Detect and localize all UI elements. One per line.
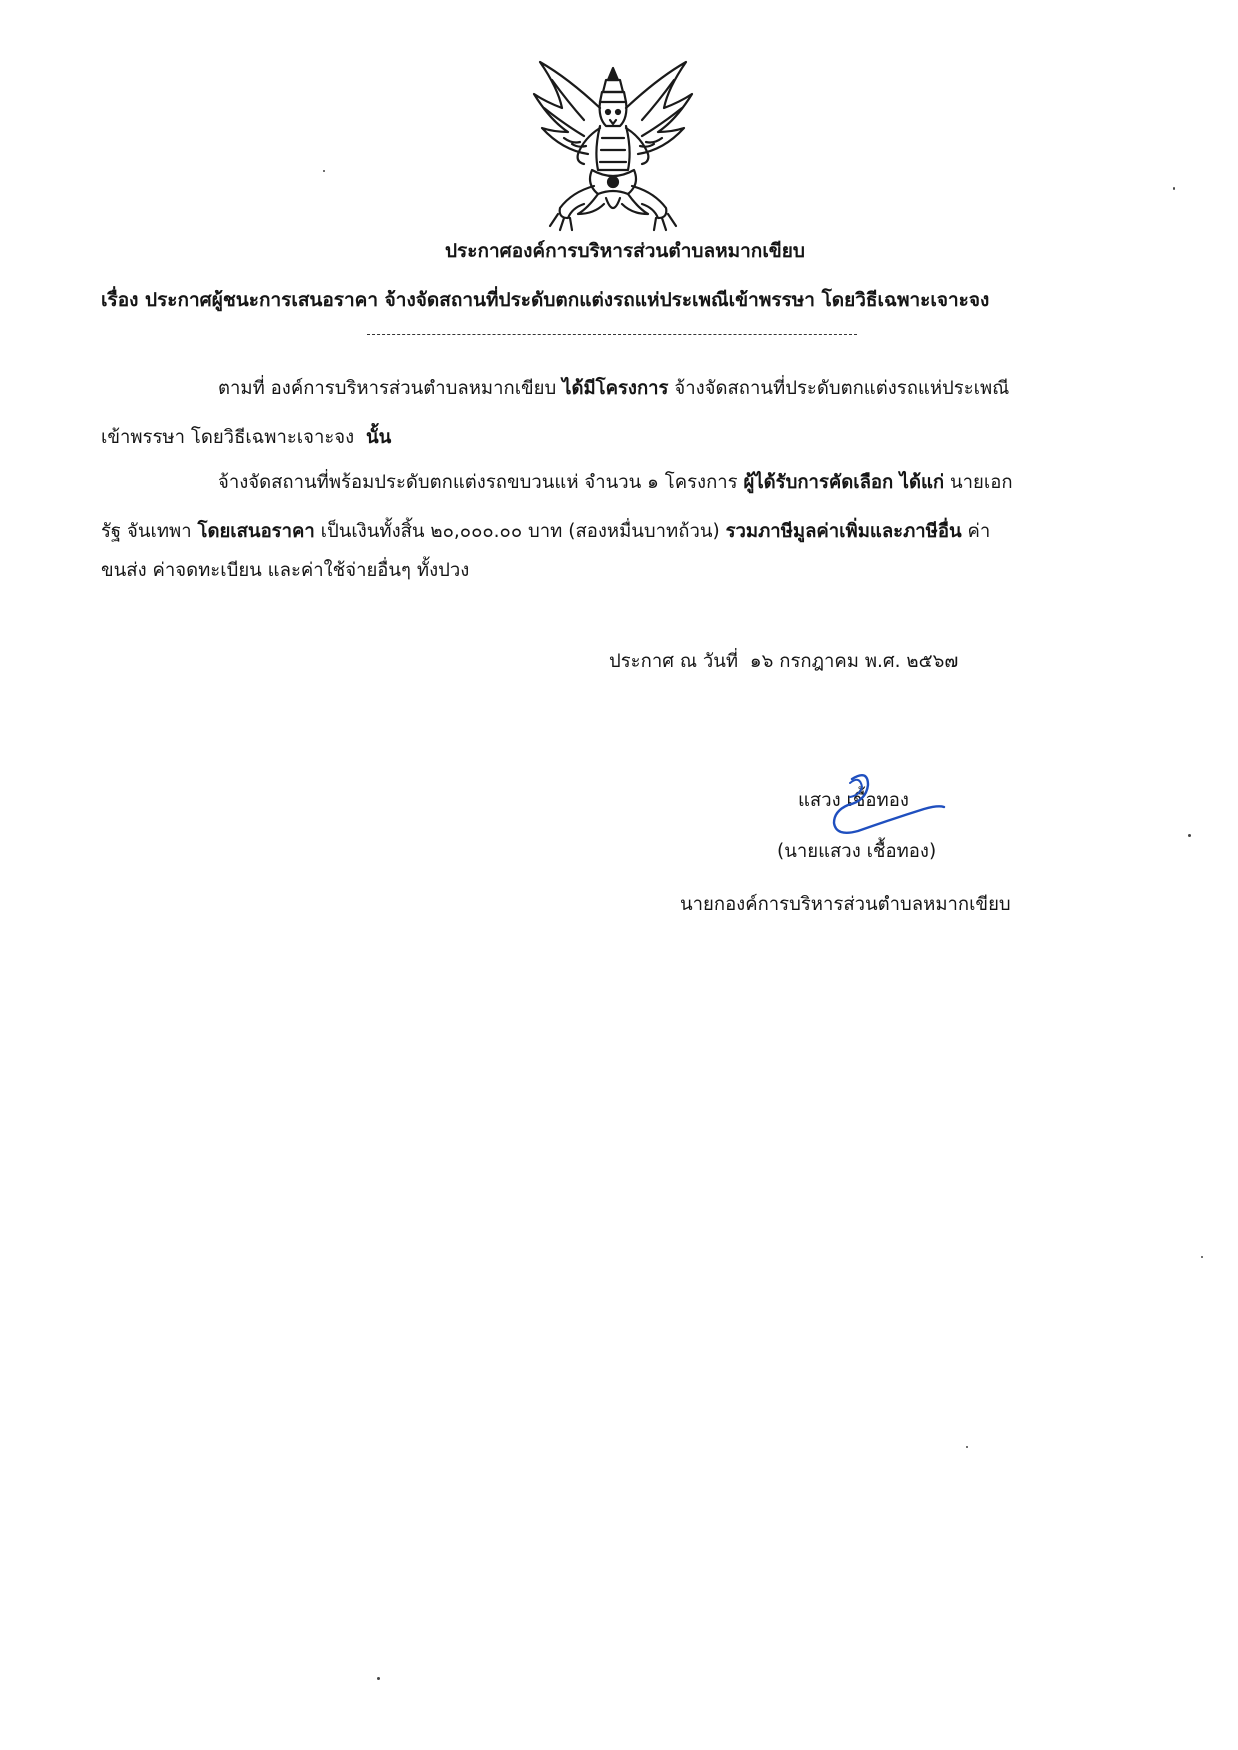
tax-note: รวมภาษีมูลค่าเพิ่มและภาษีอื่น — [725, 521, 962, 542]
handwritten-signature-icon — [812, 771, 962, 841]
winner-name: รัฐ จันเทพา — [101, 521, 192, 542]
paragraph-1-line-2-bold: นั้น — [365, 427, 392, 448]
paragraph-1-line-2 — [101, 425, 391, 451]
paragraph-1-line-1 — [218, 376, 1009, 402]
heading-divider — [367, 334, 857, 335]
paragraph-2-bold: ผู้ได้รับการคัดเลือก ได้แก่ — [743, 472, 945, 493]
signatory-full-name: (นายแสวง เชื้อทอง) — [777, 841, 937, 862]
bid-amount: เป็นเงินทั้งสิ้น ๒๐,๐๐๐.๐๐ บาท (สองหมื่นบาทถ้วน) — [320, 521, 720, 542]
paragraph-2-line-3-text: ขนส่ง ค่าจดทะเบียน และค่าใช้จ่ายอื่นๆ ทั้งปวง — [101, 560, 470, 581]
subject-prefix: เรื่อง — [101, 289, 139, 311]
paragraph-2-lead: จ้างจัดสถานที่พร้อมประดับตกแต่งรถขบวนแห่ จำนวน ๑ โครงการ — [218, 472, 738, 493]
paragraph-1-tail: จ้างจัดสถานที่ประดับตกแต่งรถแห่ประเพณี — [674, 378, 1010, 399]
paragraph-2-line-3 — [101, 558, 469, 584]
signatory-position: นายกองค์การบริหารส่วนตำบลหมากเขียบ — [680, 894, 1011, 915]
paragraph-1-line-2-text: เข้าพรรษา โดยวิธีเฉพาะเจาะจง — [101, 427, 355, 448]
paragraph-2-tail: นายเอก — [950, 472, 1013, 493]
paragraph-1-lead: ตามที่ องค์การบริหารส่วนตำบลหมากเขียบ — [218, 378, 557, 399]
scan-speck — [1201, 1256, 1203, 1258]
announcement-date-line — [609, 649, 958, 675]
paragraph-1-bold: ได้มีโครงการ — [562, 378, 669, 399]
signatory-name: แสวง เชื้อทอง — [798, 790, 909, 811]
scan-speck — [966, 1446, 968, 1448]
paragraph-2-line-2 — [101, 519, 990, 545]
scan-speck — [1173, 187, 1175, 190]
announcement-label: ประกาศ ณ วันที่ — [609, 651, 739, 672]
scan-speck — [323, 170, 325, 172]
subject-text: ประกาศผู้ชนะการเสนอราคา จ้างจัดสถานที่ประดับตกแต่งรถแห่ประเพณีเข้าพรรษา โดยวิธีเฉพาะเจาะจง — [145, 289, 990, 311]
scan-speck — [377, 1677, 380, 1680]
announcement-date: ๑๖ กรกฎาคม พ.ศ. ๒๕๖๗ — [749, 651, 959, 672]
document-subject — [101, 287, 1111, 313]
document-heading: ประกาศองค์การบริหารส่วนตำบลหมากเขียบ — [444, 240, 805, 262]
paragraph-2-line-2-tail: ค่า — [967, 521, 991, 542]
garuda-emblem-icon — [528, 58, 698, 234]
scan-speck — [1188, 834, 1191, 837]
paragraph-2-line-1 — [218, 470, 1013, 496]
bid-label: โดยเสนอราคา — [197, 521, 315, 542]
